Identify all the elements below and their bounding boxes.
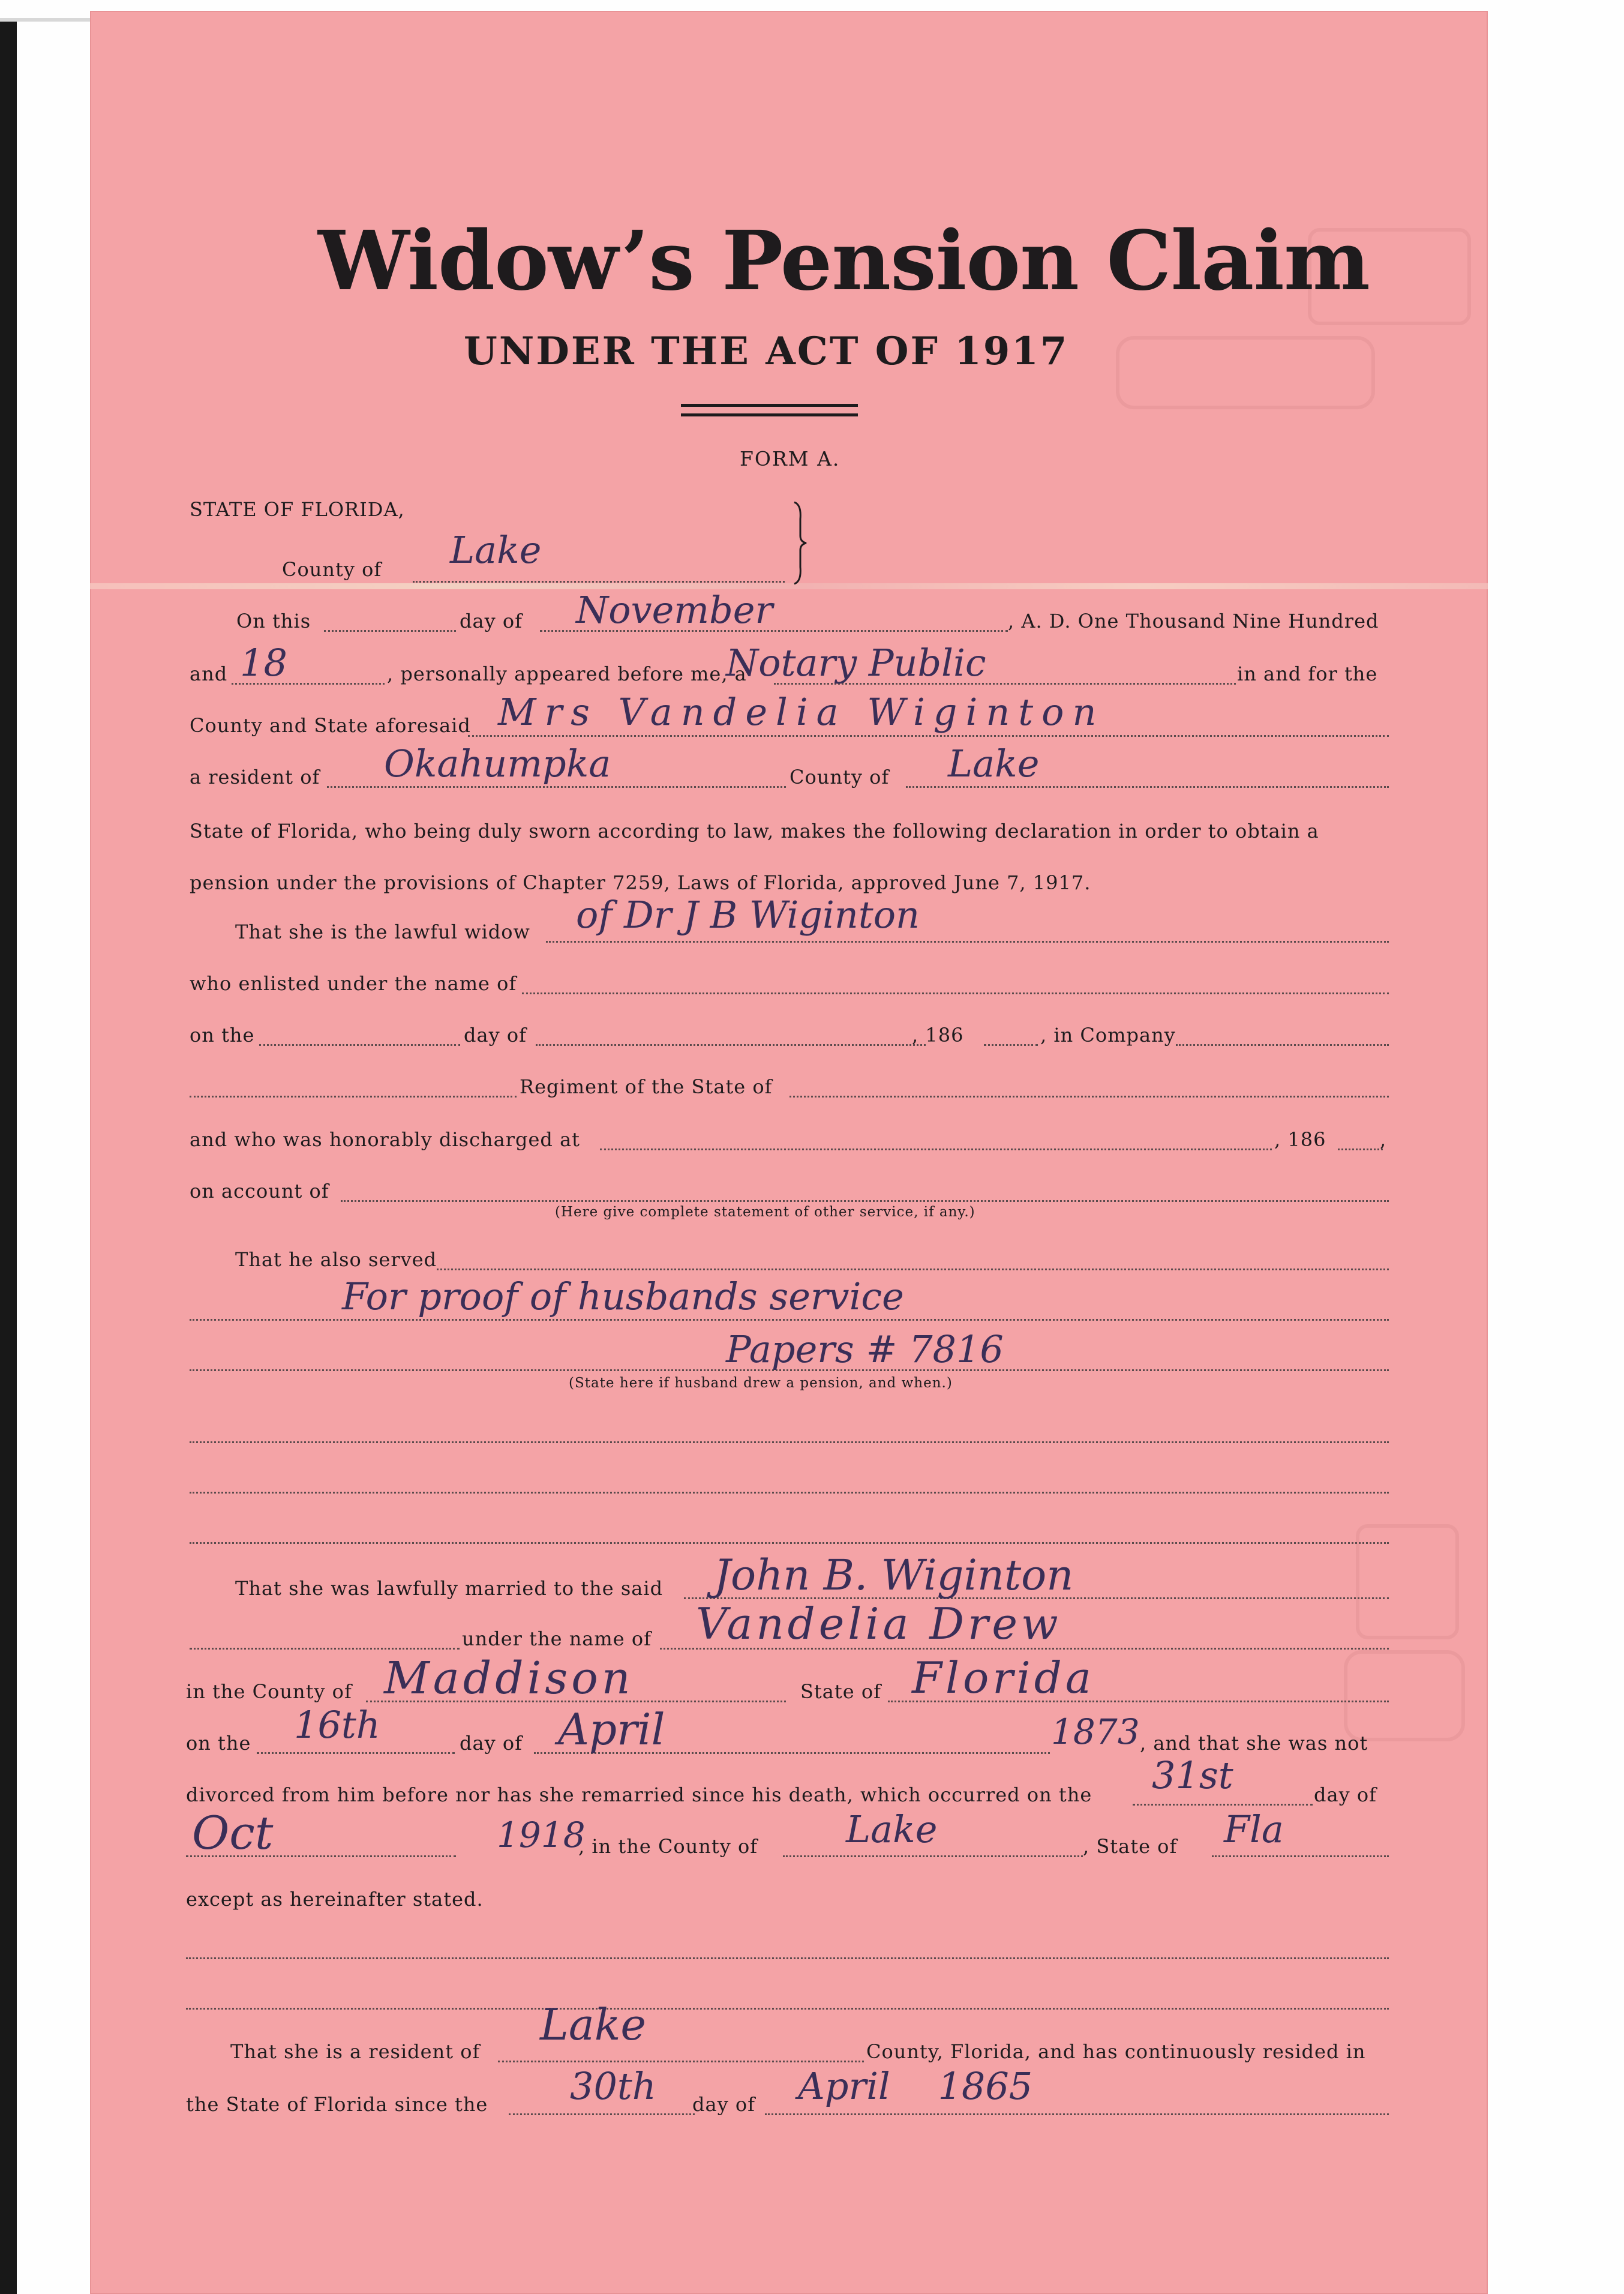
form-label: FORM A.	[740, 447, 840, 470]
claimant-line	[468, 735, 1389, 737]
title-rule-top	[681, 404, 858, 407]
residence-line	[327, 786, 786, 788]
resided-label: County, Florida, and has continuously resided in	[866, 2040, 1366, 2063]
company-line	[1176, 1044, 1389, 1046]
county-label: County of	[282, 558, 382, 581]
pension-note: (State here if husband drew a pension, and when.)	[569, 1375, 953, 1391]
regiment-state-line	[790, 1096, 1389, 1097]
county-line-2	[906, 786, 1389, 788]
state-married-label: State of	[800, 1680, 881, 1703]
discharged-comma: ,	[1380, 1128, 1387, 1151]
declaration-text-2: pension under the provisions of Chapter 7259, Laws of Florida, approved June 7, 1917.	[190, 871, 1091, 894]
blank-line-1	[190, 1441, 1389, 1443]
enlisted-label: who enlisted under the name of	[190, 972, 517, 995]
blank-line-3	[190, 1542, 1389, 1544]
day-of-label-3: day of	[460, 1732, 523, 1755]
account-line	[341, 1200, 1389, 1202]
county-state-label: County and State aforesaid	[190, 714, 471, 737]
blank-line-5	[186, 2008, 1389, 2010]
discharged-label: and who was honorably discharged at	[190, 1128, 580, 1151]
enlisted-line	[522, 992, 1389, 994]
lawful-widow-label: That she is the lawful widow	[235, 920, 530, 943]
state-married-value: Florida	[912, 1653, 1095, 1703]
enlist-day-line	[259, 1044, 460, 1046]
death-month-value: Oct	[192, 1806, 274, 1860]
except-label: except as hereinafter stated.	[186, 1888, 484, 1911]
proof-of-service-value: For proof of husbands service	[342, 1275, 904, 1318]
bleed-through-mark	[1356, 1524, 1459, 1639]
resident-county-label: That she is a resident of	[230, 2040, 481, 2063]
death-county-value: Lake	[846, 1807, 938, 1851]
other-service-note: (Here give complete statement of other service, if any.)	[555, 1204, 975, 1220]
since-label: the State of Florida since the	[186, 2093, 488, 2116]
death-state-line	[1212, 1855, 1389, 1857]
married-year-value: 1873	[1051, 1711, 1140, 1752]
married-day-line	[257, 1752, 455, 1754]
day-of-label-1: day of	[460, 610, 523, 632]
bleed-through-mark	[1116, 336, 1375, 409]
officer-value: Notary Public	[726, 641, 986, 685]
death-county-label: , in the County of	[578, 1835, 758, 1858]
ad-label: , A. D. One Thousand Nine Hundred	[1008, 610, 1379, 632]
maiden-name-value: Vandelia Drew	[696, 1599, 1062, 1649]
on-the-label-1: on the	[190, 1024, 255, 1046]
title-rule-bottom	[681, 413, 858, 416]
declaration-text-1: State of Florida, who being duly sworn according to law, makes the following declaration in order to obtain a	[190, 820, 1319, 842]
served-line-2	[190, 1319, 1389, 1321]
residence-value: Okahumpka	[384, 742, 611, 785]
on-account-label: on account of	[190, 1180, 329, 1203]
paper-fold-line	[90, 583, 1488, 589]
year-186-label: , 186	[912, 1024, 964, 1046]
day-of-label-2: day of	[464, 1024, 527, 1046]
since-day-value: 30th	[570, 2064, 656, 2108]
married-label: That she was lawfully married to the said	[235, 1577, 664, 1600]
death-day-value: 31st	[1152, 1753, 1233, 1797]
death-county-line	[783, 1855, 1083, 1857]
day-line-1	[324, 630, 456, 632]
also-served-label: That he also served	[235, 1248, 437, 1271]
year-value: 18	[240, 641, 287, 685]
since-date-value: April 1865	[798, 2064, 1033, 2108]
served-line	[437, 1269, 1389, 1270]
on-the-label-2: on the	[186, 1732, 251, 1755]
bleed-through-mark	[1344, 1650, 1465, 1741]
state-heading: STATE OF FLORIDA,	[190, 498, 405, 521]
regiment-line-left	[190, 1096, 517, 1097]
county-of-label-2: County of	[790, 766, 890, 788]
resident-of-label: a resident of	[190, 766, 320, 788]
discharged-year-line	[1338, 1149, 1383, 1150]
blank-line-4	[186, 1957, 1389, 1959]
county-value-2: Lake	[948, 742, 1040, 785]
month-value-1: November	[576, 588, 773, 632]
claimant-name: Mrs Vandelia Wiginton	[498, 690, 1105, 734]
husband-line	[546, 941, 1389, 943]
and-label: and	[190, 662, 228, 685]
county-line	[413, 581, 785, 583]
since-date-line	[765, 2113, 1389, 2115]
company-label: , in Company	[1040, 1024, 1176, 1046]
husband-value: of Dr J B Wiginton	[576, 893, 920, 937]
county-married-label: in the County of	[186, 1680, 352, 1703]
county-married-value: Maddison	[384, 1653, 634, 1704]
form-title: Widow’s Pension Claim	[318, 213, 1370, 309]
married-to-value: John B. Wiginton	[714, 1551, 1074, 1600]
county-value: Lake	[450, 528, 542, 572]
resident-county-line	[498, 2061, 864, 2062]
day-of-label-5: day of	[692, 2093, 755, 2116]
enlist-year-line	[984, 1044, 1038, 1046]
blank-line-2	[190, 1492, 1389, 1494]
day-of-label-4: day of	[1314, 1783, 1377, 1806]
since-day-line	[509, 2113, 695, 2115]
under-name-label: under the name of	[462, 1627, 652, 1650]
in-and-for-label: in and for the	[1237, 662, 1378, 685]
divorce-statement: divorced from him before nor has she remarried since his death, which occurred on the	[186, 1783, 1092, 1806]
scan-left-edge	[0, 18, 17, 2294]
regiment-label: Regiment of the State of	[520, 1075, 773, 1098]
discharged-line	[600, 1149, 1272, 1150]
married-day-value: 16th	[294, 1703, 380, 1747]
resident-county-value: Lake	[540, 1999, 646, 2050]
death-state-label: , State of	[1083, 1835, 1178, 1858]
papers-value: Papers # 7816	[726, 1327, 1004, 1371]
form-subtitle: UNDER THE ACT OF 1917	[464, 329, 1069, 374]
death-state-value: Fla	[1224, 1807, 1284, 1851]
brace-icon	[792, 501, 810, 585]
married-month-value: April	[558, 1704, 665, 1755]
discharged-186-label: , 186	[1274, 1128, 1326, 1151]
on-this-label: On this	[236, 610, 311, 632]
maiden-line-left	[190, 1648, 460, 1650]
not-divorced-label: , and that she was not	[1140, 1732, 1368, 1755]
enlist-month-line	[536, 1044, 926, 1046]
appeared-label: , personally appeared before me, a	[387, 662, 747, 685]
death-day-line	[1133, 1804, 1313, 1806]
death-year-value: 1918	[497, 1815, 586, 1855]
